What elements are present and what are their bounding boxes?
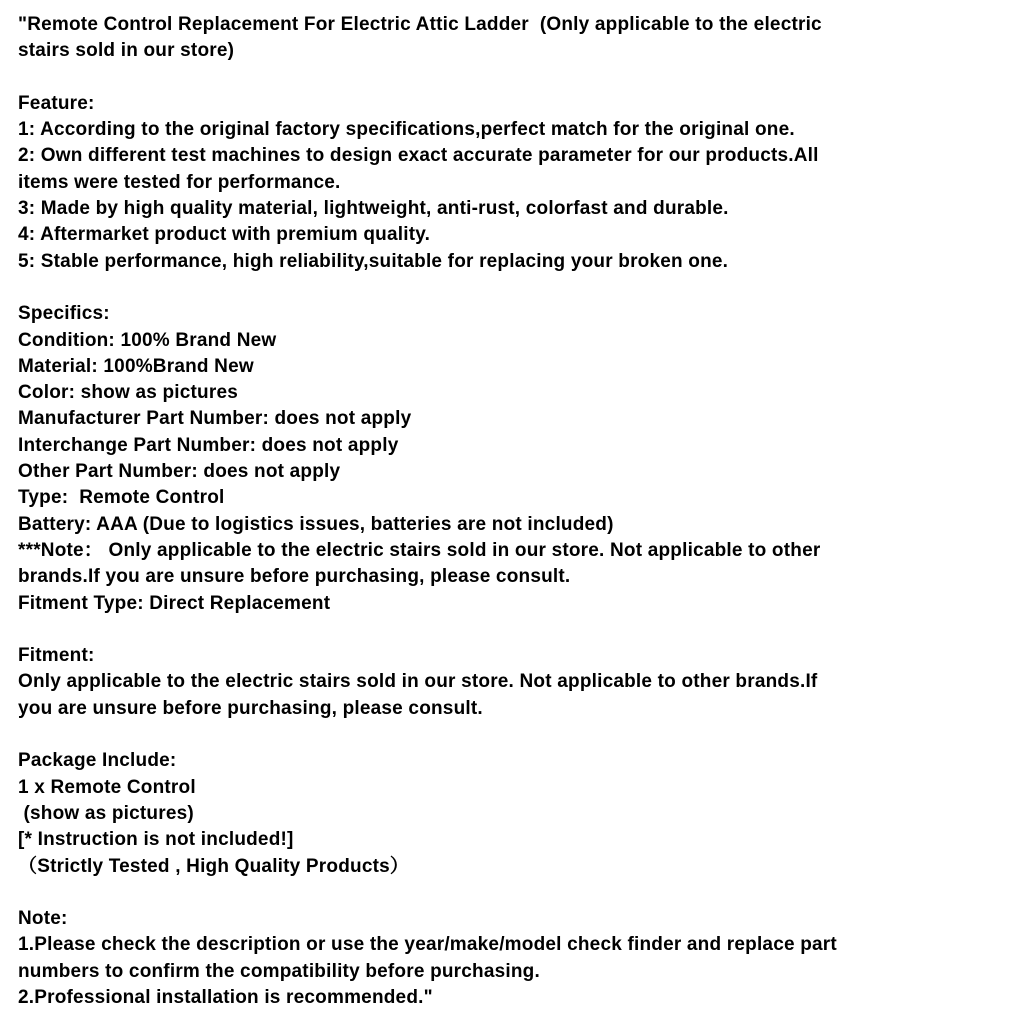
text-line: Other Part Number: does not apply xyxy=(18,461,341,483)
section-heading-note: Note: xyxy=(18,908,68,930)
text-line: Interchange Part Number: does not apply xyxy=(18,434,399,456)
text-line: items were tested for performance. xyxy=(18,171,341,193)
text-line xyxy=(18,65,1006,91)
text-line xyxy=(18,617,1006,643)
text-line: stairs sold in our store) xyxy=(18,40,235,62)
text-line: Fitment Type: Direct Replacement xyxy=(18,592,331,614)
text-line: 1 x Remote Control xyxy=(18,776,196,798)
section-heading-package-include: Package Include: xyxy=(18,750,177,772)
section-heading-fitment: Fitment: xyxy=(18,645,95,667)
text-line: （Strictly Tested , High Quality Products） xyxy=(18,855,410,877)
text-line: 2: Own different test machines to design exact accurate parameter for our products.All xyxy=(18,145,819,167)
section-heading-feature: Feature: xyxy=(18,92,95,114)
text-line: numbers to confirm the compatibility before purchasing. xyxy=(18,960,540,982)
text-line xyxy=(18,722,1006,748)
text-line xyxy=(18,880,1006,906)
text-line: Battery: AAA (Due to logistics issues, batteries are not included) xyxy=(18,513,614,535)
text-line: brands.If you are unsure before purchasing, please consult. xyxy=(18,566,571,588)
text-line: Only applicable to the electric stairs sold in our store. Not applicable to other brands.If xyxy=(18,671,818,693)
section-heading-specifics: Specifics: xyxy=(18,303,110,325)
text-line: Condition: 100% Brand New xyxy=(18,329,277,351)
text-line: 4: Aftermarket product with premium quality. xyxy=(18,224,431,246)
text-line: 5: Stable performance, high reliability,suitable for replacing your broken one. xyxy=(18,250,729,272)
text-line: Type: Remote Control xyxy=(18,487,225,509)
text-line: ***Note： Only applicable to the electric stairs sold in our store. Not applicable to other xyxy=(18,539,821,561)
text-line: you are unsure before purchasing, please consult. xyxy=(18,697,483,719)
text-line: [* Instruction is not included!] xyxy=(18,829,294,851)
text-line: 3: Made by high quality material, lightweight, anti-rust, colorfast and durable. xyxy=(18,198,729,220)
text-line: Color: show as pictures xyxy=(18,382,238,404)
text-line: 1: According to the original factory specifications,perfect match for the original one. xyxy=(18,119,795,141)
text-line: 1.Please check the description or use the year/make/model check finder and replace part xyxy=(18,934,837,956)
text-line: Manufacturer Part Number: does not apply xyxy=(18,408,412,430)
text-line xyxy=(18,275,1006,301)
text-line: 2.Professional installation is recommended." xyxy=(18,986,433,1008)
text-line: (show as pictures) xyxy=(18,802,194,824)
text-line: "Remote Control Replacement For Electric Attic Ladder (Only applicable to the electric xyxy=(18,14,822,35)
text-line: Material: 100%Brand New xyxy=(18,355,254,377)
